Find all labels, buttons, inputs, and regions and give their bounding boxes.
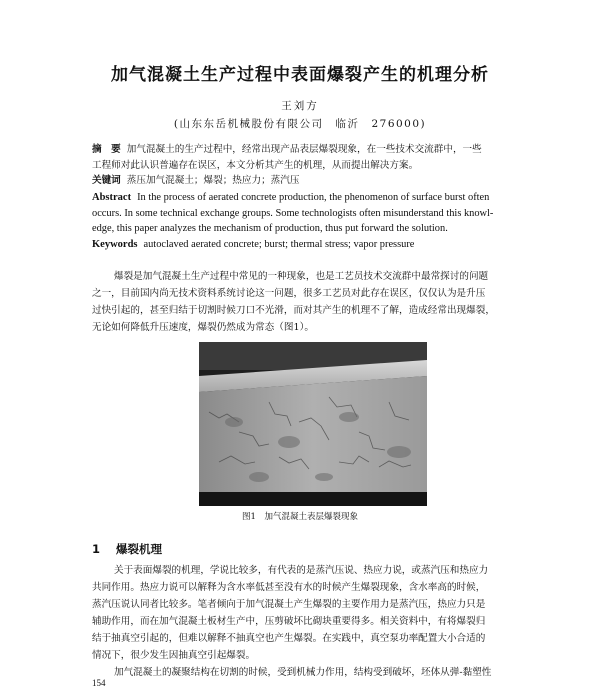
abstract-cn-label: 摘 要 bbox=[92, 144, 121, 155]
intro-paragraph bbox=[92, 268, 532, 336]
intro-line: 之一，目前国内尚无技术资料系统讨论这一问题，很多工艺员对此存在误区，仅仅认为是升压 bbox=[92, 288, 486, 299]
section-1-line: 共同作用。热应力说可以解释为含水率低甚至没有水的时候产生爆裂现象，含水率高的时候， bbox=[92, 582, 486, 593]
author-affiliation: (山东东岳机械股份有限公司 临沂 276000) bbox=[173, 118, 427, 130]
intro-line: 爆裂是加气混凝土生产过程中常见的一种现象，也是工艺员技术交流群中最常探讨的问题 bbox=[114, 271, 489, 282]
keywords-en-label: Keywords bbox=[92, 238, 138, 250]
keywords-en-text: autoclaved aerated concrete; burst; thermal stress; vapor pressure bbox=[143, 238, 415, 250]
section-1-line: 蒸汽压说认同者比较多。笔者倾向于加气混凝土产生爆裂的主要作用力是蒸汽压，热应力只是 bbox=[92, 599, 486, 610]
intro-line: 过快引起的，甚至归结于切割时候刀口不光滑，而对其产生的机理不了解，造成经常出现爆裂， bbox=[92, 305, 495, 316]
burst-block-illustration bbox=[199, 342, 427, 506]
page-number: 154 bbox=[92, 678, 106, 688]
abstract-cn-line: 工程师对此认识普遍存在误区，本文分析其产生的机理，从而提出解决方案。 bbox=[92, 159, 419, 171]
paper-title: 加气混凝土生产过程中表面爆裂产生的机理分析 bbox=[111, 65, 489, 85]
section-1-line: 关于表面爆裂的机理，学说比较多，有代表的是蒸汽压说、热应力说，或蒸汽压和热应力 bbox=[114, 565, 489, 576]
keywords-cn-text: 蒸压加气混凝土；爆裂；热应力；蒸汽压 bbox=[126, 175, 300, 186]
abstract-en-line: occurs. In some technical exchange groups. Some technologists often misunderstand this knowl- bbox=[92, 207, 494, 219]
section-1-line: 辅助作用，而在加气混凝土板材生产中，压剪破坏比砌块重要得多。相关资料中，有将爆裂归 bbox=[92, 616, 486, 627]
section-1-line: 情况下，很少发生因抽真空引起爆裂。 bbox=[92, 650, 256, 661]
abstract-en-label: Abstract bbox=[92, 192, 132, 203]
abstract-cn-line: 加气混凝土的生产过程中，经常出现产品表层爆裂现象，在一些技术交流群中，一些 bbox=[126, 144, 482, 155]
figure-1-caption: 图1 加气混凝土表层爆裂现象 bbox=[242, 512, 358, 522]
section-number: 1 bbox=[92, 542, 101, 556]
abstract-cn bbox=[92, 142, 532, 189]
section-title: 爆裂机理 bbox=[116, 542, 163, 556]
author-name: 王刘方 bbox=[281, 100, 319, 112]
abstract-en bbox=[92, 190, 532, 252]
section-1-body bbox=[92, 562, 532, 681]
section-1-line: 加气混凝土的凝聚结构在切割的时候，受到机械力作用，结构受到破坏，坯体从弹-黏塑性 bbox=[114, 667, 492, 678]
abstract-en-line: edge, this paper analyzes the mechanism of production, thus put forward the solution. bbox=[92, 223, 448, 234]
figure-1-photo bbox=[199, 342, 427, 506]
section-1-heading bbox=[92, 541, 178, 557]
intro-line: 无论如何降低升压速度，爆裂仍然成为常态（图1）。 bbox=[92, 322, 314, 333]
keywords-cn-label: 关键词 bbox=[92, 175, 121, 186]
section-1-line: 结于抽真空引起的，但难以解释不抽真空也产生爆裂。在实践中，真空泵功率配置大小合适的 bbox=[92, 633, 486, 644]
abstract-en-line: In the process of aerated concrete production, the phenomenon of surface burst often bbox=[137, 192, 490, 203]
